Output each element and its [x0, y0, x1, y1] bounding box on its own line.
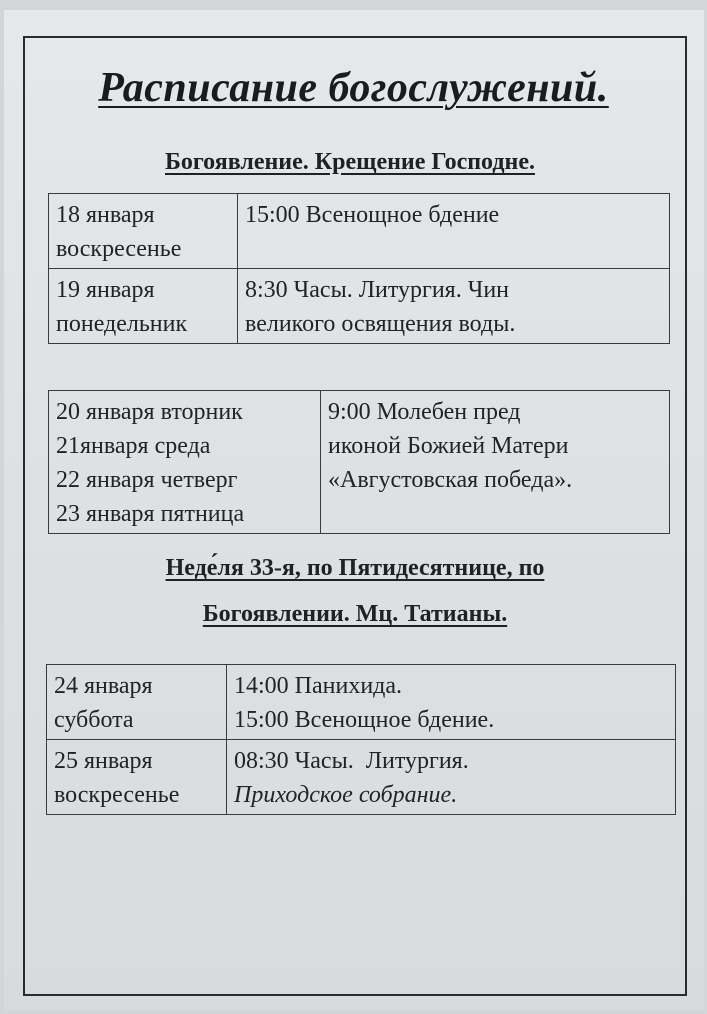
date-line: 20 января вторник: [56, 399, 243, 425]
date: 25 января: [54, 748, 153, 774]
table-row: [47, 740, 676, 815]
service-cell: [238, 194, 670, 269]
schedule-table-epiphany: [48, 193, 670, 344]
service-line: 9:00 Молебен пред: [328, 399, 521, 425]
service-cell: [227, 665, 676, 740]
service-cell: [227, 740, 676, 815]
section-heading-sunday-line2: Богоявлении. Мц. Татианы.: [202, 601, 508, 627]
date-line: 23 января пятница: [56, 501, 245, 527]
date-cell: [49, 194, 238, 269]
service-line: 8:30 Часы. Литургия. Чин: [245, 277, 509, 303]
schedule-table-sunday: [46, 664, 676, 815]
weekday: воскресенье: [54, 782, 180, 808]
service-line: 15:00 Всенощное бдение.: [234, 707, 495, 733]
table-row: [47, 665, 676, 740]
weekday: воскресенье: [56, 236, 182, 262]
section-heading-sunday-line1: Неде́ля 33-я, по Пятидесятнице, по: [165, 555, 545, 581]
service-cell: [321, 391, 670, 534]
weekday: понедельник: [56, 311, 188, 337]
service-line: 08:30 Часы. Литургия.: [234, 748, 469, 774]
table-row: [49, 391, 670, 534]
date: 19 января: [56, 277, 155, 303]
date-cell: [47, 740, 227, 815]
service-cell: [238, 269, 670, 344]
weekday: суббота: [54, 707, 134, 733]
section-heading-epiphany: Богоявление. Крещение Господне.: [165, 149, 535, 175]
page-title: Расписание богослужений.: [98, 65, 609, 111]
date-line: 22 января четверг: [56, 467, 238, 493]
service-line: 15:00 Всенощное бдение: [245, 202, 500, 228]
service-line: «Августовская победа».: [328, 467, 573, 493]
date-line: 21января среда: [56, 433, 211, 459]
date-cell: [47, 665, 227, 740]
service-line: 14:00 Панихида.: [234, 673, 403, 699]
date-cell: [49, 391, 321, 534]
table-row: [49, 269, 670, 344]
date: 18 января: [56, 202, 155, 228]
table-row: [49, 194, 670, 269]
date: 24 января: [54, 673, 153, 699]
service-line: великого освящения воды.: [245, 311, 516, 337]
schedule-table-weekdays: [48, 390, 670, 534]
service-line: иконой Божией Матери: [328, 433, 569, 459]
parish-meeting-note: Приходское собрание.: [234, 782, 458, 808]
date-cell: [49, 269, 238, 344]
